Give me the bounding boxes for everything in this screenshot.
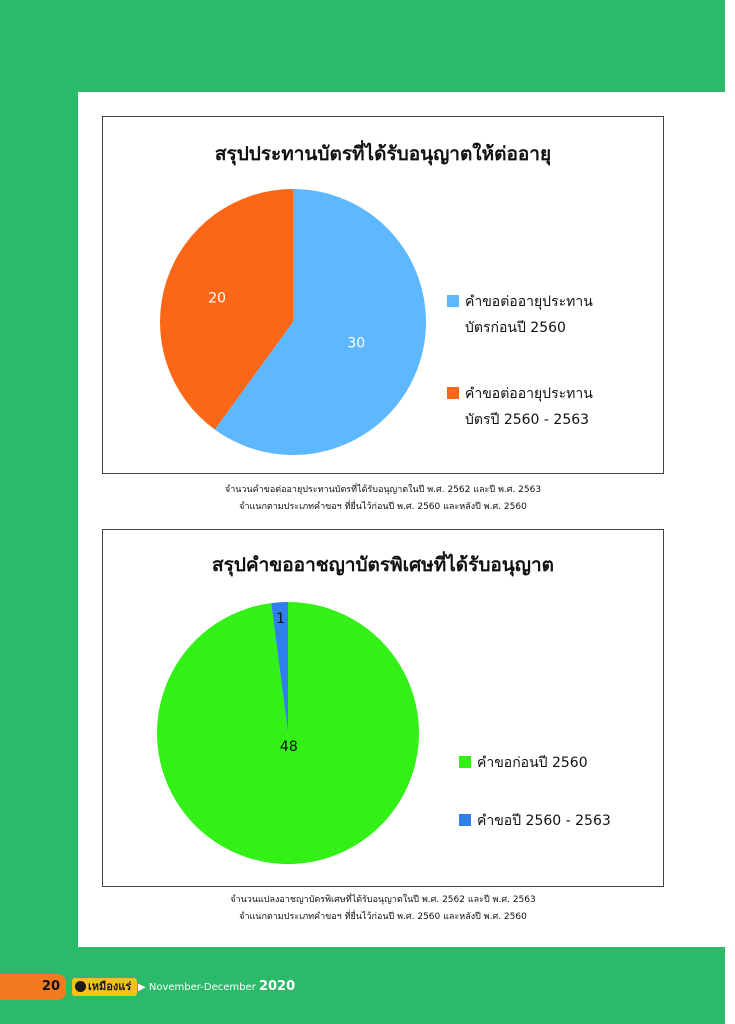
chart-1-title: สรุปประทานบัตรที่ได้รับอนุญาตให้ต่ออายุ: [214, 143, 552, 165]
legend-swatch-green: [459, 756, 471, 768]
chart-2-data-label-1: 48: [279, 739, 298, 756]
chart-2-data-label-2: 1: [276, 610, 286, 627]
chart-1-legend-2-line-1: คำขอต่ออายุประทาน: [465, 386, 593, 402]
logo-text: เหมืองแร่: [88, 980, 132, 993]
triangle-icon: ▶: [138, 982, 146, 993]
chart-1-pie: [158, 187, 428, 457]
legend-swatch-blue: [447, 295, 459, 307]
content-page: [78, 92, 725, 947]
legend-swatch-orange: [447, 387, 459, 399]
page-number: 20: [0, 974, 66, 1000]
issue-months: November-December: [148, 982, 256, 993]
chart-1-legend-2-line-2: บัตรปี 2560 - 2563: [465, 412, 590, 428]
chart-2-caption-line-1: จำนวนแปลงอาชญาบัตรพิเศษที่ได้รับอนุญาตในปี พ.ศ. 2562 และปี พ.ศ. 2563: [230, 895, 536, 905]
chart-2-legend-2: คำขอปี 2560 - 2563: [477, 813, 611, 829]
chart-1-caption: [78, 482, 688, 516]
right-edge-strip: [725, 0, 735, 1024]
issue-date: [138, 978, 295, 997]
legend-swatch-blue-2: [459, 814, 471, 826]
chart-1-frame: [102, 116, 664, 474]
chart-2-caption: [78, 892, 688, 926]
issue-year: 2020: [258, 979, 296, 994]
logo-icon: [75, 981, 86, 992]
chart-2-caption-line-2: จำแนกตามประเภทคำขอฯ ที่ยื่นไว้ก่อนปี พ.ศ. 2560 และหลังปี พ.ศ. 2560: [239, 912, 527, 922]
chart-2-pie: [155, 600, 421, 866]
chart-1-legend-1-line-2: บัตรก่อนปี 2560: [465, 320, 566, 336]
chart-1-caption-line-1: จำนวนคำขอต่ออายุประทานบัตรที่ได้รับอนุญาตในปี พ.ศ. 2562 และปี พ.ศ. 2563: [224, 485, 542, 495]
page-footer: [0, 970, 735, 1000]
chart-2-frame: [102, 529, 664, 887]
chart-1-data-label-2: 20: [208, 290, 227, 307]
chart-2-legend-1: คำขอก่อนปี 2560: [477, 755, 588, 771]
chart-2-title: สรุปคำขออาชญาบัตรพิเศษที่ได้รับอนุญาต: [212, 554, 554, 576]
chart-1-caption-line-2: จำแนกตามประเภทคำขอฯ ที่ยื่นไว้ก่อนปี พ.ศ. 2560 และหลังปี พ.ศ. 2560: [239, 502, 527, 512]
chart-1-legend-1-line-1: คำขอต่ออายุประทาน: [465, 294, 593, 310]
magazine-logo: [72, 978, 137, 996]
chart-1-data-label-1: 30: [347, 335, 366, 352]
